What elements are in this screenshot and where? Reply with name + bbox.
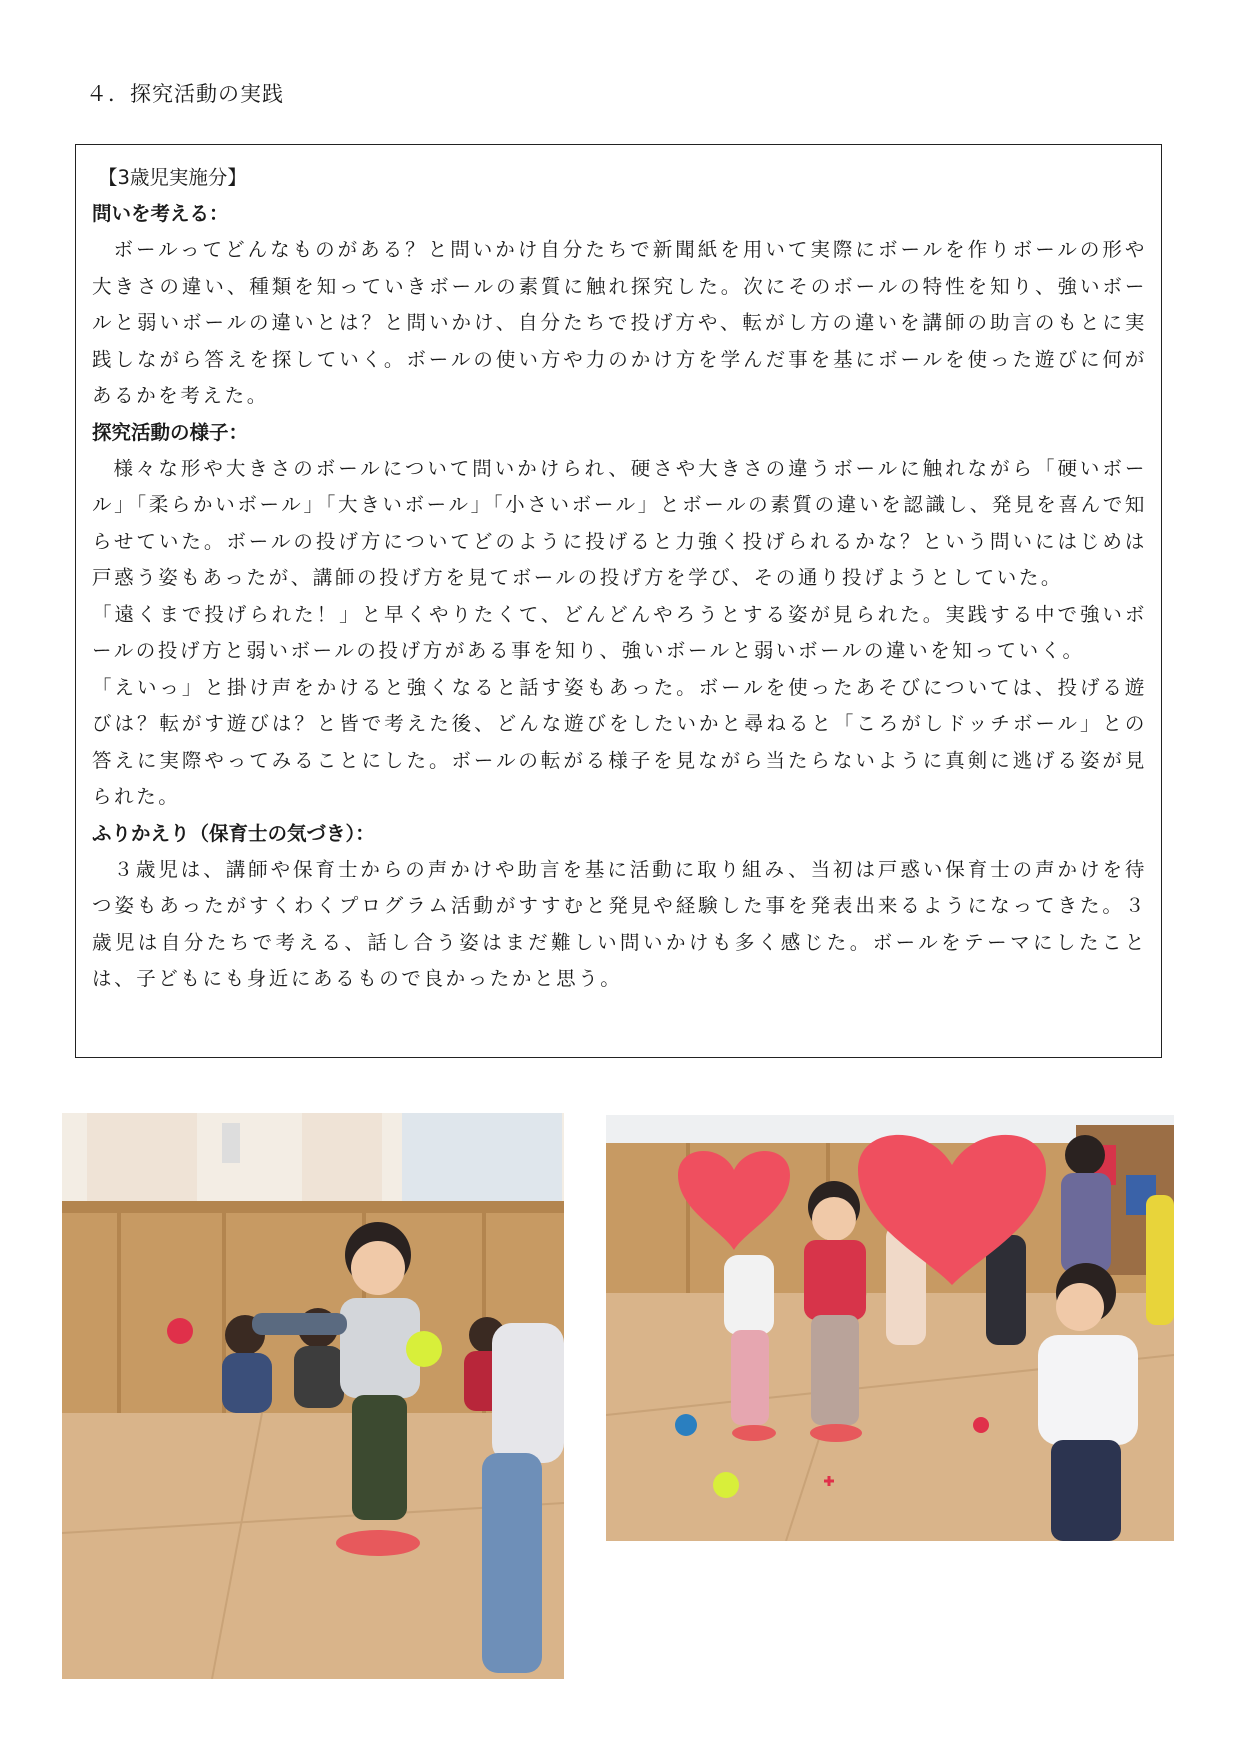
section-heading-activity: 探究活動の様子： [92,420,249,444]
paragraph-question: ボールってどんなものがある？と問いかけ自分たちで新聞紙を用いて実際にボールを作りボールの形や大きさの違い、種類を知っていきボールの素質に触れ探究した。次にそのボールの特性を知り、強いボールと弱いボールの違いとは？と問いかけ、自分たちで投げ方や、転がし方の違いを講師の助言のもとに実践しながら答えを探していく。ボールの使い方や力のかけ方を学んだ事を基にボールを使った遊びに何があるかを考えた。 [92,238,1147,407]
section-title: ４．探究活動の実践 [86,82,284,106]
paragraph-activity-3: 「えいっ」と掛け声をかけると強くなると話す姿もあった。ボールを使ったあそびについては、投げる遊びは？転がす遊びは？と皆で考えた後、どんな遊びをしたいかと尋ねると「ころがしドッチボール」との答えに実際やってみることにした。ボールの転がる様子を見ながら当たらないように真剣に逃げる姿が見られた。 [92,675,1147,808]
paragraph-activity-1: 様々な形や大きさのボールについて問いかけられ、硬さや大きさの違うボールに触れながら「硬いボール」「柔らかいボール」「大きいボール」「小さいボール」とボールの素質の違いを認識し、発見を喜んで知らせていた。ボールの投げ方についてどのように投げると力強く投げられるかな？という問いにはじめは戸惑う姿もあったが、講師の投げ方を見てボールの投げ方を学び、その通り投げようとしていた。 [92,456,1147,589]
paragraph-reflection: ３歳児は、講師や保育士からの声かけや助言を基に活動に取り組み、当初は戸惑い保育士の声かけを待つ姿もあったがすくわくプログラム活動がすすむと発見や経験した事を発表出来るようになってきた。３歳児は自分たちで考える、話し合う姿はまだ難しい問いかけも多く感じた。ボールをテーマにしたことは、子どもにも身近にあるもので良かったかと思う。 [92,857,1147,990]
class-label: 【3歳児実施分】 [98,166,247,189]
paragraph-activity-2: 「遠くまで投げられた！」と早くやりたくて、どんどんやろうとする姿が見られた。実践する中で強いボールの投げ方と弱いボールの投げ方がある事を知り、強いボールと弱いボールの違いを知っていく。 [92,602,1147,662]
section-heading-question: 問いを考える： [92,202,229,225]
photo-child-throwing-ball [62,1113,564,1679]
report-box [75,144,1162,1058]
photo-children-ball-game [606,1115,1174,1541]
section-heading-reflection: ふりかえり（保育士の気づき）： [92,821,375,845]
